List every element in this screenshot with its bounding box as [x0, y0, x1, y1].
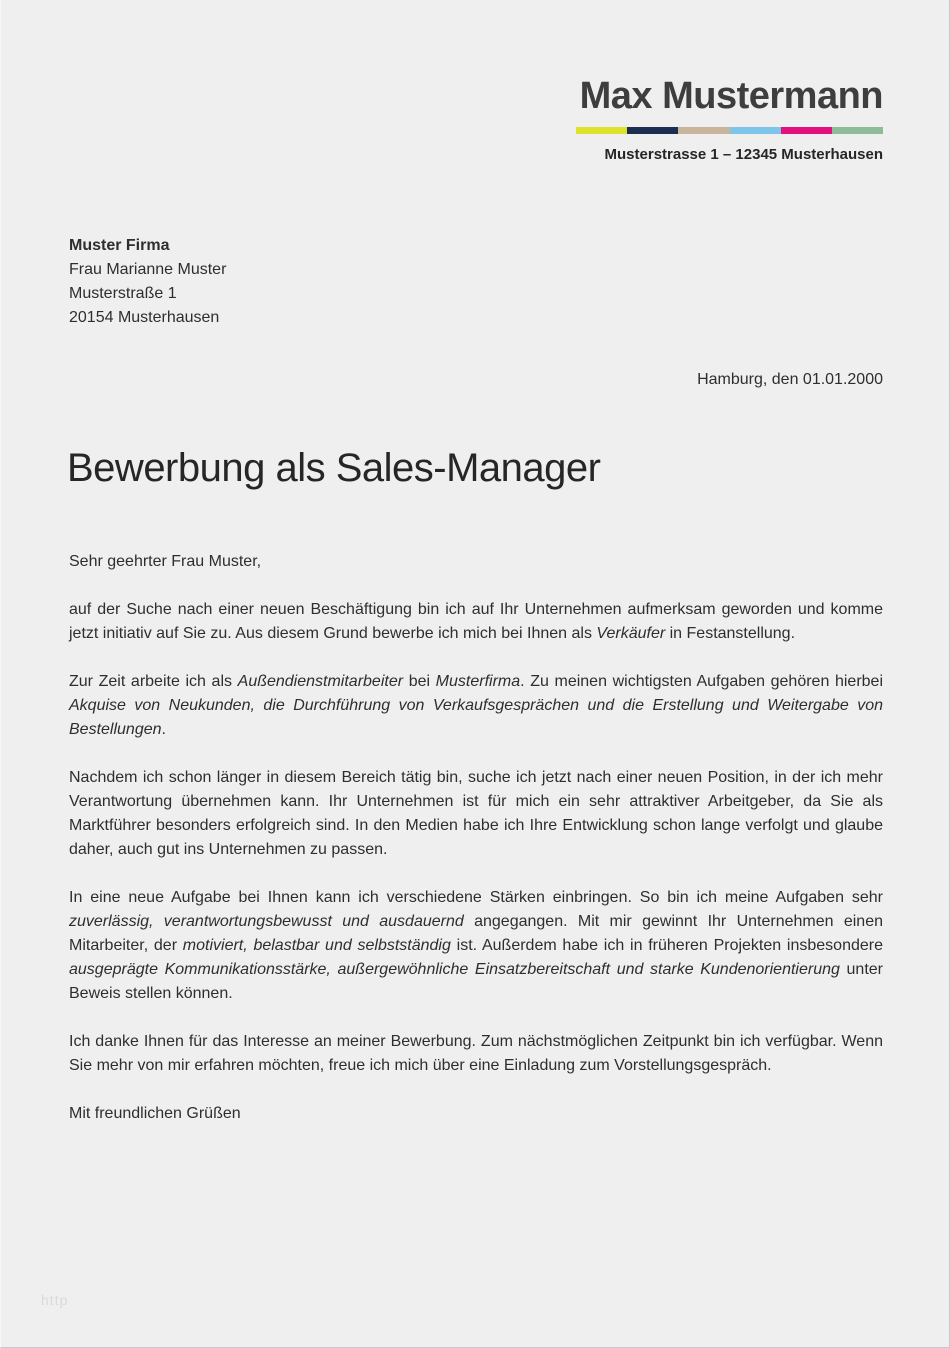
recipient-city: 20154 Musterhausen [69, 309, 220, 326]
body-paragraphs [69, 598, 883, 1078]
stripe-segment [832, 127, 883, 134]
stripe-segment [576, 127, 627, 134]
letter-body [69, 550, 883, 1150]
closing-formula: Mit freundlichen Grüßen [69, 1105, 241, 1122]
body-paragraph: Ich danke Ihnen für das Interesse an meiner Bewerbung. Zum nächstmöglichen Zeitpunkt bin ich verfügbar. Wenn Sie mehr von mir erfahren möchten, freue ich mich über eine Einladung zum Vorstellungsgespräch. [69, 1033, 883, 1074]
stripe-segment [781, 127, 832, 134]
sender-address-line: Musterstrasse 1 – 12345 Musterhausen [604, 145, 883, 163]
recipient-contact: Frau Marianne Muster [69, 261, 227, 278]
brand-stripe [576, 127, 883, 134]
watermark-text: http [41, 1292, 69, 1308]
date-line: Hamburg, den 01.01.2000 [697, 371, 883, 388]
sender-name: Max Mustermann [579, 75, 883, 117]
letter-subject: Bewerbung als Sales-Manager [67, 446, 601, 490]
stripe-segment [730, 127, 781, 134]
sender-header [576, 76, 883, 163]
recipient-company: Muster Firma [69, 237, 170, 254]
body-paragraph: Nachdem ich schon länger in diesem Bereich tätig bin, suche ich jetzt nach einer neuen Position, in der ich mehr Verantwortung übernehmen kann. Ihr Unternehmen ist für mich ein sehr attraktiver Arbeitgeber, da Sie als Marktführer besonders erfolgreich sind. In den Medien habe ich Ihre Entwicklung schon lange verfolgt und glaube daher, auch gut ins Unternehmen zu passen. [69, 769, 883, 858]
stripe-segment [678, 127, 729, 134]
recipient-street: Musterstraße 1 [69, 285, 177, 302]
body-paragraph: auf der Suche nach einer neuen Beschäftigung bin ich auf Ihr Unternehmen aufmerksam geworden und komme jetzt initiativ auf Sie zu. Aus diesem Grund bewerbe ich mich bei Ihnen als Verkäufer in Festanstellung. [69, 601, 883, 642]
recipient-block [69, 234, 226, 330]
salutation: Sehr geehrter Frau Muster, [69, 553, 262, 570]
body-paragraph: In eine neue Aufgabe bei Ihnen kann ich verschiedene Stärken einbringen. So bin ich meine Aufgaben sehr zuverlässig, verantwortungsbewusst und ausdauernd angegangen. Mit mir gewinnt Ihr Unternehmen einen Mitarbeiter, der motiviert, belastbar und selbstständig ist. Außerdem habe ich in früheren Projekten insbesondere ausgeprägte Kommunikationsstärke, außergewöhnliche Einsatzbereitschaft und starke Kundenorientierung unter Beweis stellen können. [69, 889, 884, 1002]
stripe-segment [627, 127, 678, 134]
body-paragraph: Zur Zeit arbeite ich als Außendienstmitarbeiter bei Musterfirma. Zu meinen wichtigsten Aufgaben gehören hierbei Akquise von Neukunden, die Durchführung von Verkaufsgesprächen und die Erstellung und Weitergabe von Bestellungen. [69, 673, 883, 738]
